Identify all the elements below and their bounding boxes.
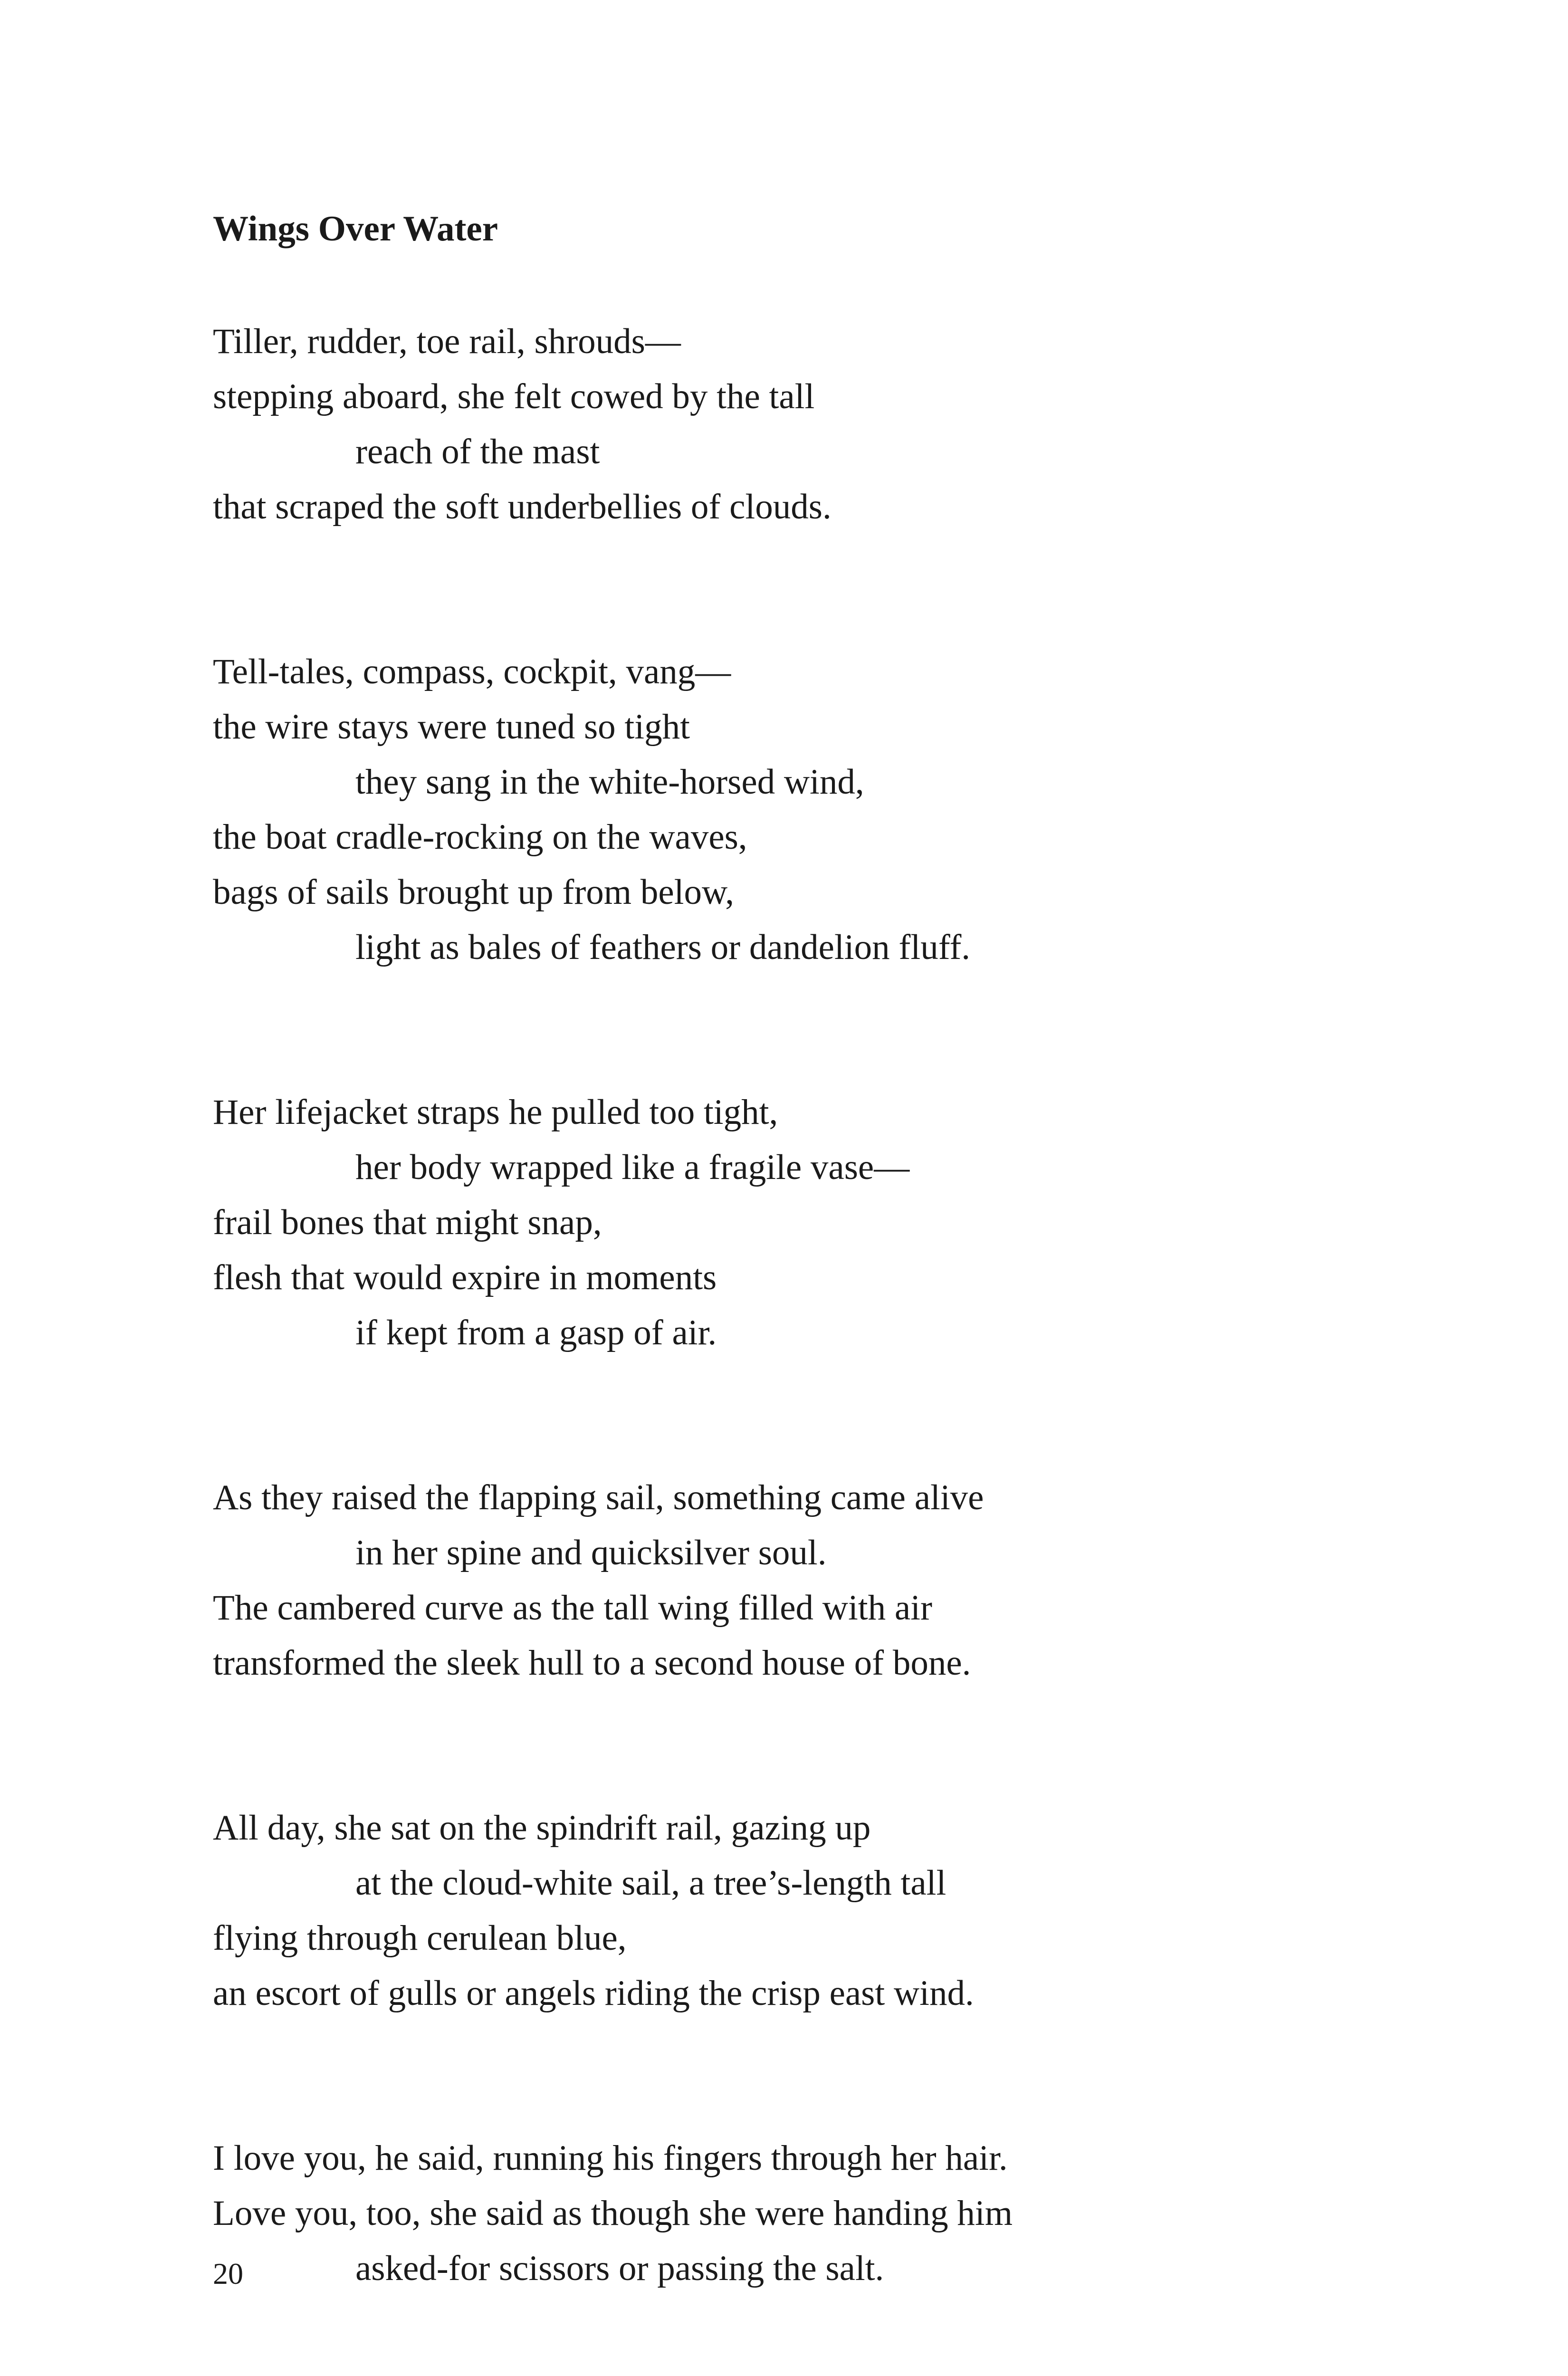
poem-line: Her lifejacket straps he pulled too tight,	[213, 1092, 778, 1132]
poem-line: As they raised the flapping sail, something came alive	[213, 1478, 984, 1517]
poem-line: All day, she sat on the spindrift rail, gazing up	[213, 1808, 871, 1848]
poem-line: the boat cradle-rocking on the waves,	[213, 817, 747, 857]
poem-body	[213, 314, 1401, 2376]
poem-line-indented: her body wrapped like a fragile vase—	[355, 1148, 910, 1187]
poem-line-indented: if kept from a gasp of air.	[355, 1313, 717, 1352]
poem-line-indented: light as bales of feathers or dandelion fluff.	[355, 928, 971, 967]
poem-line: transformed the sleek hull to a second house of bone.	[213, 1643, 971, 1683]
poem-line: bags of sails brought up from below,	[213, 872, 735, 912]
page-number: 20	[213, 2257, 243, 2290]
poem-line: the wire stays were tuned so tight	[213, 707, 690, 747]
poem-title: Wings Over Water	[213, 209, 498, 249]
poem-line-indented: asked-for scissors or passing the salt.	[355, 2249, 884, 2288]
poem-line: flying through cerulean blue,	[213, 1918, 627, 1958]
poem-line-indented: at the cloud-white sail, a tree’s-length tall	[355, 1863, 947, 1903]
poem-line: Love you, too, she said as though she were handing him	[213, 2194, 1013, 2233]
poem-line: frail bones that might snap,	[213, 1203, 602, 1242]
poem-stanza	[213, 1801, 1401, 2021]
poem-line: The cambered curve as the tall wing filled with air	[213, 1588, 932, 1628]
poem-line: Tell-tales, compass, cockpit, vang—	[213, 652, 731, 691]
poem-line-indented: in her spine and quicksilver soul.	[355, 1533, 827, 1572]
poem-stanza	[213, 1470, 1401, 1691]
poem-line: flesh that would expire in moments	[213, 1258, 717, 1297]
poem-stanza	[213, 1085, 1401, 1360]
poem-line: stepping aboard, she felt cowed by the tall	[213, 377, 815, 416]
poem-line: Tiller, rudder, toe rail, shrouds—	[213, 322, 681, 361]
poem-stanza	[213, 2131, 1401, 2296]
poem-line: an escort of gulls or angels riding the crisp east wind.	[213, 1974, 974, 2013]
poem-line-indented: they sang in the white-horsed wind,	[355, 762, 864, 802]
poem-stanza	[213, 314, 1401, 535]
poem-line: that scraped the soft underbellies of clouds.	[213, 487, 832, 527]
poem-line-indented: reach of the mast	[355, 432, 600, 471]
poem-line: I love you, he said, running his fingers through her hair.	[213, 2138, 1008, 2178]
poem-stanza	[213, 644, 1401, 975]
